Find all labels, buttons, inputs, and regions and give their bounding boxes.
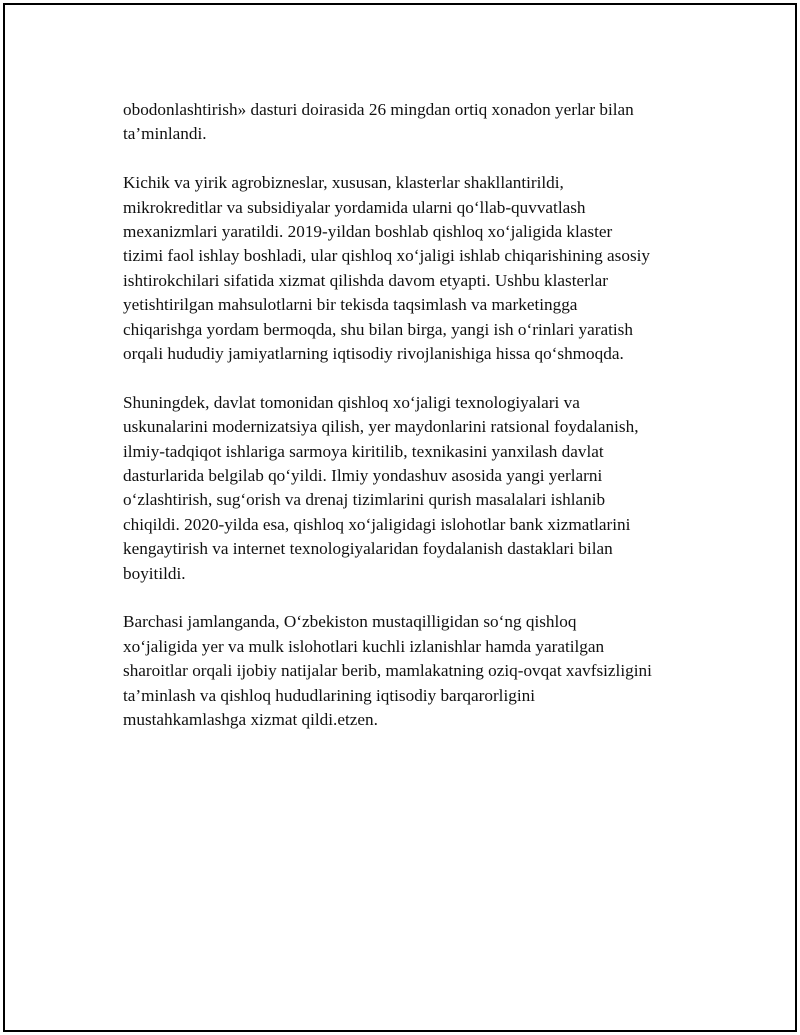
document-body xyxy=(123,98,697,757)
text-line: ishtirokchilari sifatida xizmat qilishda davom etyapti. Ushbu klasterlar xyxy=(123,270,608,290)
text-line: chiqarishga yordam bermoqda, shu bilan birga, yangi ish o‘rinlari yaratish xyxy=(123,319,633,339)
text-line: mustahkamlashga xizmat qildi.etzen. xyxy=(123,710,378,730)
text-line: o‘zlashtirish, sug‘orish va drenaj tizimlarini qurish masalalari ishlanib xyxy=(123,490,606,510)
paragraph-3 xyxy=(123,391,697,586)
text-line: tizimi faol ishlay boshladi, ular qishloq xo‘jaligi ishlab chiqarishining asosiy xyxy=(123,246,651,266)
text-line: mikrokreditlar va subsidiyalar yordamida ularni qo‘llab-quvvatlash xyxy=(123,197,586,217)
text-line: ilmiy-tadqiqot ishlariga sarmoya kiritilib, texnikasini yanxilash davlat xyxy=(123,441,604,461)
text-line: obodonlashtirish» dasturi doirasida 26 mingdan ortiq xonadon yerlar bilan xyxy=(123,100,634,119)
text-line: kengaytirish va internet texnologiyalaridan foydalanish dastaklari bilan xyxy=(123,539,613,559)
text-line: Shuningdek, davlat tomonidan qishloq xo‘jaligi texnologiyalari va xyxy=(123,392,580,412)
text-line: xo‘jaligida yer va mulk islohotlari kuchli izlanishlar hamda yaratilgan xyxy=(123,636,605,656)
document-page xyxy=(3,3,797,1032)
text-line: Barchasi jamlanganda, O‘zbekiston mustaqilligidan so‘ng qishloq xyxy=(123,612,577,632)
paragraph-2 xyxy=(123,171,697,366)
text-line: sharoitlar orqali ijobiy natijalar berib, mamlakatning oziq-ovqat xavfsizligini xyxy=(123,661,652,681)
text-line: dasturlarida belgilab qo‘yildi. Ilmiy yondashuv asosida yangi yerlarni xyxy=(123,466,603,486)
text-line: chiqildi. 2020-yilda esa, qishloq xo‘jaligidagi islohotlar bank xizmatlarini xyxy=(123,514,631,534)
paragraph-1 xyxy=(123,98,697,147)
text-line: orqali hududiy jamiyatlarning iqtisodiy rivojlanishiga hissa qo‘shmoqda. xyxy=(123,344,624,364)
text-line: ta’minlash va qishloq hududlarining iqtisodiy barqarorligini xyxy=(123,685,535,705)
text-line: mexanizmlari yaratildi. 2019-yildan boshlab qishloq xo‘jaligida klaster xyxy=(123,222,613,242)
text-line: Kichik va yirik agrobizneslar, xususan, klasterlar shakllantirildi, xyxy=(123,173,564,193)
text-line: ta’minlandi. xyxy=(123,124,207,144)
text-line: yetishtirilgan mahsulotlarni bir tekisda taqsimlash va marketingga xyxy=(123,295,578,315)
text-line: boyitildi. xyxy=(123,563,186,583)
text-line: uskunalarini modernizatsiya qilish, yer maydonlarini ratsional foydalanish, xyxy=(123,417,639,437)
paragraph-4 xyxy=(123,610,697,732)
